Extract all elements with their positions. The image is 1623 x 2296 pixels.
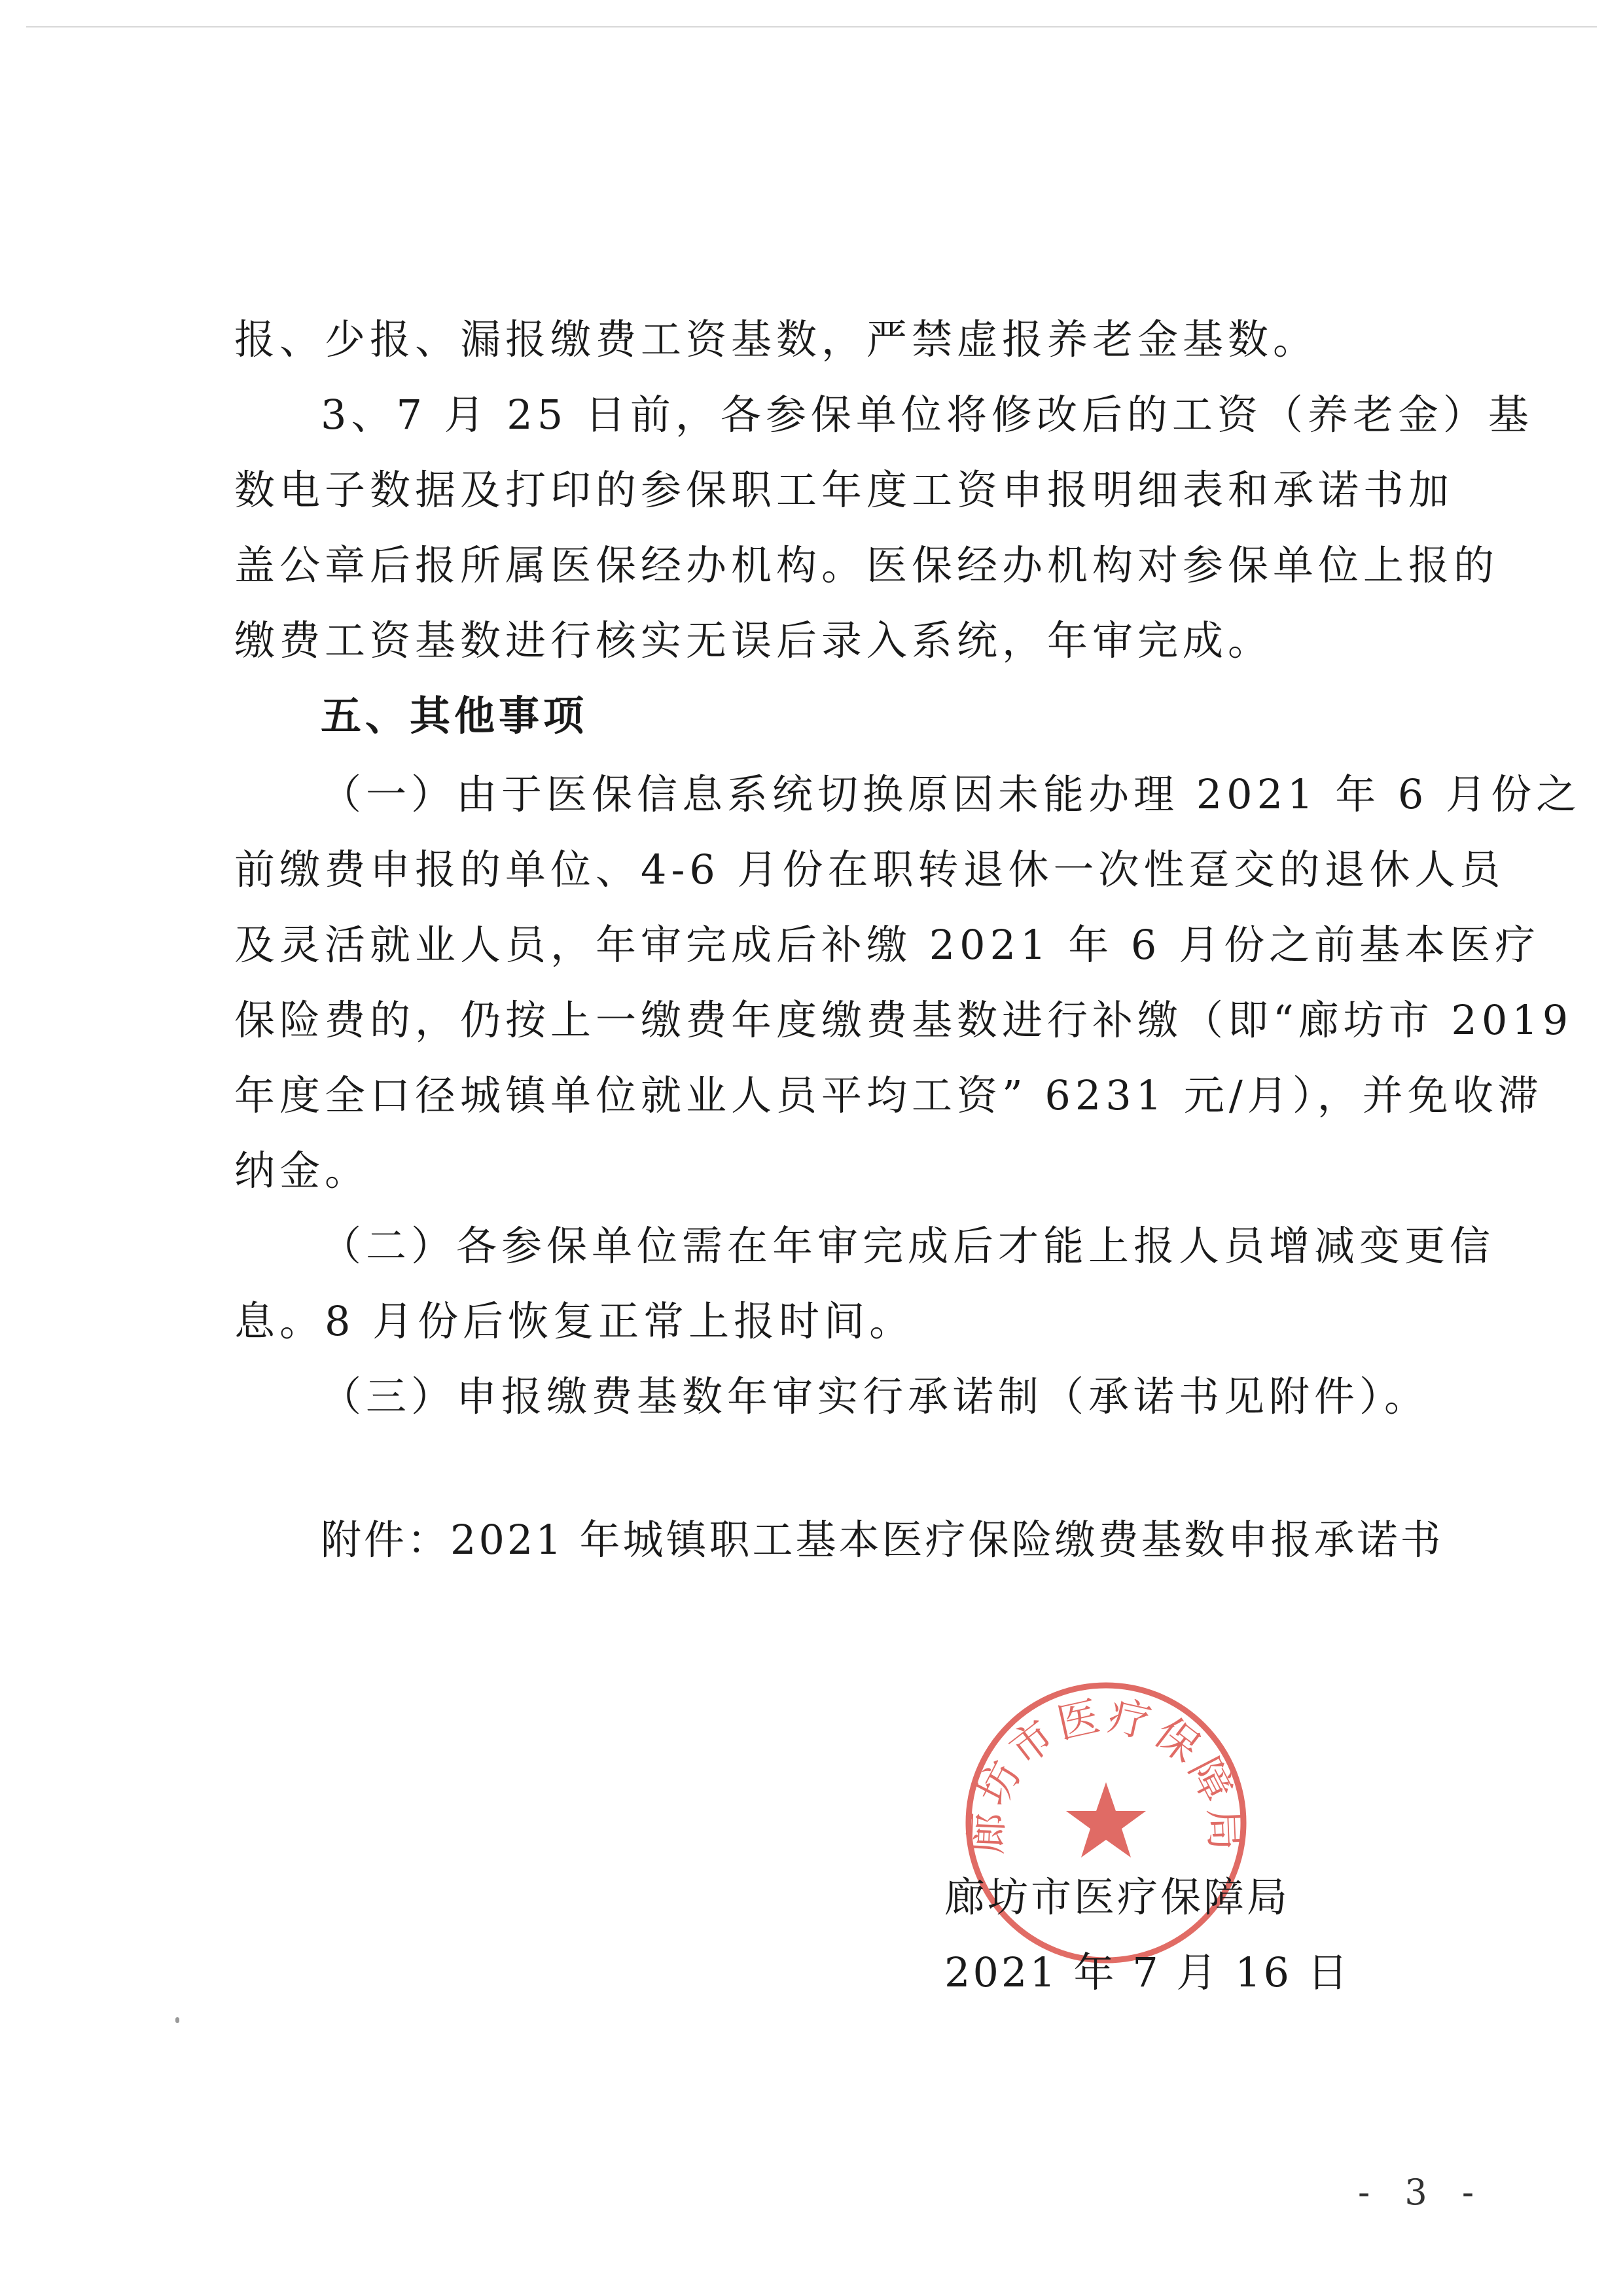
body-line-13: （二）各参保单位需在年审完成后才能上报人员增减变更信 <box>321 1222 1495 1270</box>
body-line-7: （一）由于医保信息系统切换原因未能办理 2021 年 6 月份之 <box>321 770 1582 818</box>
seal-text: 廊坊市医疗保障局 <box>962 1691 1250 1856</box>
page-number: - 3 - <box>1358 2172 1486 2213</box>
official-seal-icon <box>955 1672 1257 1973</box>
attachment-line: 附件：2021 年城镇职工基本医疗保险缴费基数申报承诺书 <box>321 1516 1444 1564</box>
body-line-5: 缴费工资基数进行核实无误后录入系统，年审完成。 <box>234 617 1274 664</box>
section-heading-other-matters: 五、其他事项 <box>321 692 588 740</box>
body-line-11: 年度全口径城镇单位就业人员平均工资” 6231 元/月），并免收滞 <box>234 1071 1543 1119</box>
body-line-14: 息。8 月份后恢复正常上报时间。 <box>234 1297 915 1345</box>
body-line-12: 纳金。 <box>234 1147 370 1194</box>
body-line-10: 保险费的，仍按上一缴费年度缴费基数进行补缴（即“廊坊市 2019 <box>234 996 1573 1044</box>
body-line-9: 及灵活就业人员，年审完成后补缴 2021 年 6 月份之前基本医疗 <box>234 921 1541 969</box>
body-line-8: 前缴费申报的单位、4-6 月份在职转退休一次性趸交的退休人员 <box>234 846 1505 893</box>
body-line-15: （三）申报缴费基数年审实行承诺制（承诺书见附件）。 <box>321 1372 1430 1420</box>
issuer-name: 廊坊市医疗保障局 <box>944 1873 1291 1921</box>
body-line-4: 盖公章后报所属医保经办机构。医保经办机构对参保单位上报的 <box>234 541 1499 589</box>
body-line-2: 3、7 月 25 日前，各参保单位将修改后的工资（养老金）基 <box>321 391 1533 439</box>
body-line-3: 数电子数据及打印的参保职工年度工资申报明细表和承诺书加 <box>234 466 1454 514</box>
scan-speck <box>175 2017 179 2023</box>
page-top-rule <box>26 26 1597 27</box>
body-line-1: 报、少报、漏报缴费工资基数，严禁虚报养老金基数。 <box>234 315 1319 363</box>
issue-date: 2021 年 7 月 16 日 <box>944 1948 1351 1996</box>
